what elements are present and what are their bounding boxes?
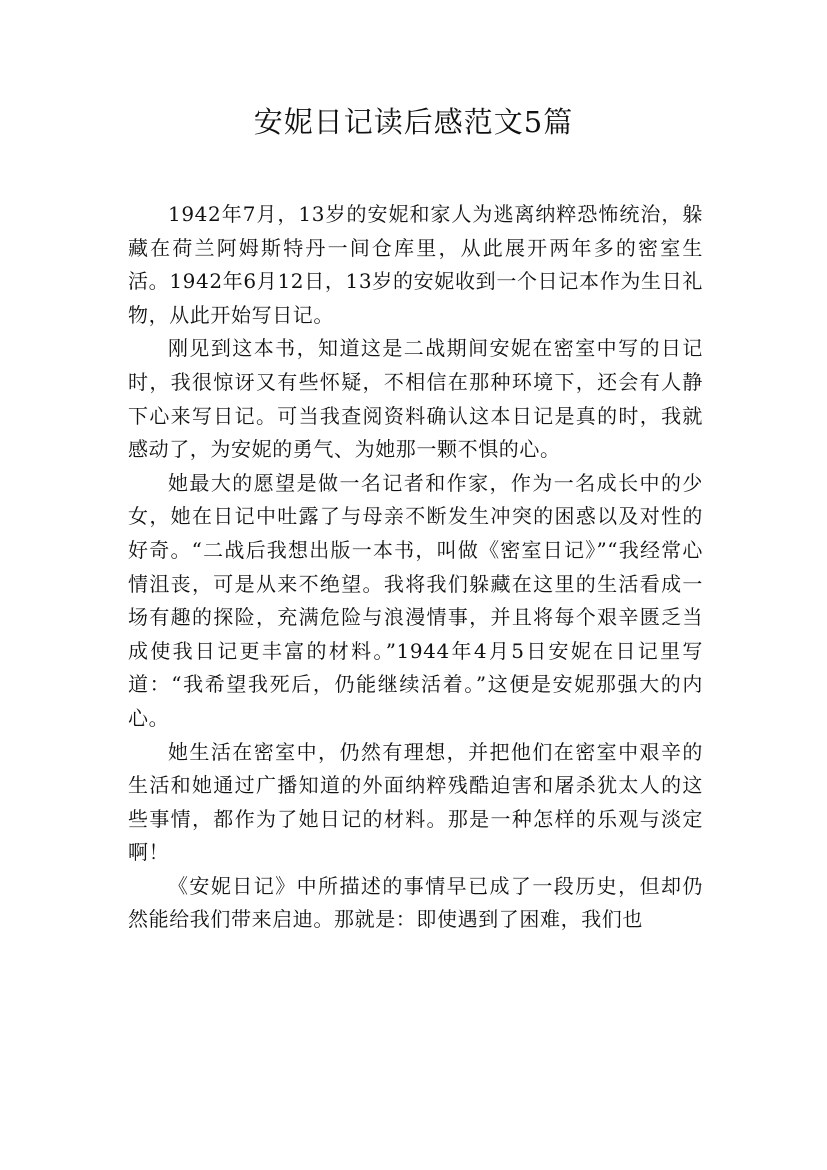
- paragraph-3: 她最大的愿望是做一名记者和作家，作为一名成长中的少女，她在日记中吐露了与母亲不断发生冲突的困惑以及对性的好奇。“二战后我想出版一本书，叫做《密室日记》”“我经常心情沮丧，可是从来不绝望。我将我们躲藏在这里的生活看成一场有趣的探险，充满危险与浪漫情事，并且将每个艰辛匮乏当成使我日记更丰富的材料。”1944年4月5日安妮在日记里写道：“我希望我死后，仍能继续活着。”这便是安妮那强大的内心。: [128, 470, 703, 730]
- document-title: 安妮日记读后感范文5篇: [253, 105, 574, 139]
- paragraph-1: 1942年7月，13岁的安妮和家人为逃离纳粹恐怖统治，躲藏在荷兰阿姆斯特丹一间仓库里，从此展开两年多的密室生活。1942年6月12日，13岁的安妮收到一个日记本作为生日礼物，从此开始写日记。: [128, 202, 703, 327]
- paragraph-5: 《安妮日记》中所描述的事情早已成了一段历史，但却仍然能给我们带来启迪。那就是：即使遇到了困难，我们也: [128, 873, 703, 932]
- document-body: [128, 198, 703, 937]
- paragraph-2: 刚见到这本书，知道这是二战期间安妮在密室中写的日记时，我很惊讶又有些怀疑，不相信在那种环境下，还会有人静下心来写日记。可当我查阅资料确认这本日记是真的时，我就感动了，为安妮的勇气、为她那一颗不惧的心。: [128, 336, 703, 462]
- paragraph-4: 她生活在密室中，仍然有理想，并把他们在密室中艰辛的生活和她通过广播知道的外面纳粹残酷迫害和屠杀犹太人的这些事情，都作为了她日记的材料。那是一种怎样的乐观与淡定啊！: [128, 739, 703, 865]
